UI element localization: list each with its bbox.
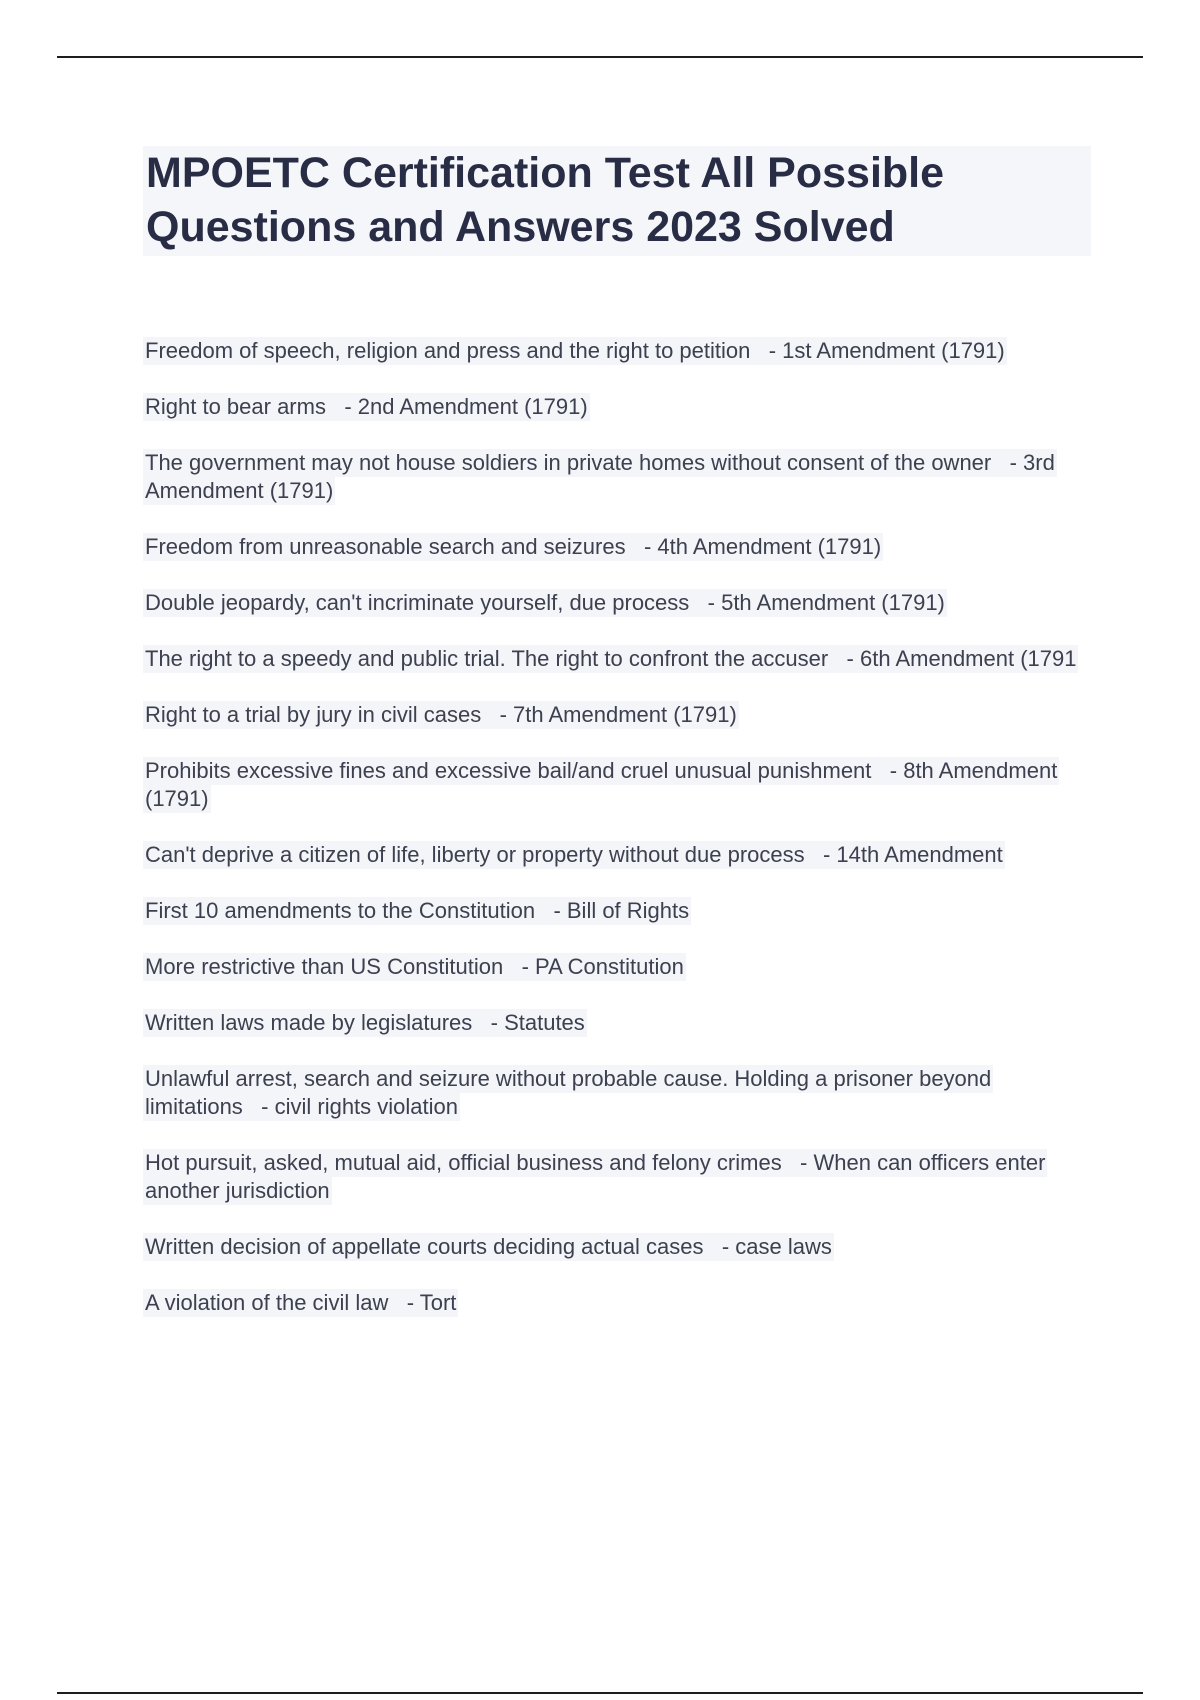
question-text: Freedom from unreasonable search and seizures — [145, 534, 626, 559]
qa-highlight — [143, 757, 1059, 813]
question-text: Can't deprive a citizen of life, liberty or property without due process — [145, 842, 805, 867]
answer-text: - When can officers enter another jurisdiction — [145, 1150, 1046, 1203]
qa-item — [143, 589, 1083, 617]
qa-highlight — [143, 897, 691, 925]
answer-text: - 5th Amendment (1791) — [707, 590, 945, 615]
answer-text: - civil rights violation — [261, 1094, 458, 1119]
question-text: Unlawful arrest, search and seizure without probable cause. Holding a prisoner beyond limitations — [145, 1066, 992, 1119]
question-text: Freedom of speech, religion and press and the right to petition — [145, 338, 751, 363]
question-text: First 10 amendments to the Constitution — [145, 898, 536, 923]
answer-text: - 7th Amendment (1791) — [499, 702, 737, 727]
question-text: Right to a trial by jury in civil cases — [145, 702, 482, 727]
qa-item — [143, 1065, 1083, 1121]
bottom-divider — [57, 1692, 1143, 1694]
answer-text: - Statutes — [490, 1010, 585, 1035]
qa-highlight — [143, 393, 590, 421]
answer-text: - 2nd Amendment (1791) — [344, 394, 588, 419]
answer-text: - 14th Amendment — [822, 842, 1003, 867]
qa-item — [143, 337, 1083, 365]
qa-highlight — [143, 701, 739, 729]
qa-item — [143, 533, 1083, 561]
qa-highlight — [143, 953, 686, 981]
title-block — [143, 146, 1091, 256]
qa-item — [143, 897, 1083, 925]
qa-item — [143, 841, 1083, 869]
qa-list — [143, 337, 1083, 1345]
answer-text: - 6th Amendment (1791 — [846, 646, 1077, 671]
qa-highlight — [143, 1289, 458, 1317]
qa-highlight — [143, 589, 947, 617]
question-text: Written laws made by legislatures — [145, 1010, 473, 1035]
answer-text: - 4th Amendment (1791) — [643, 534, 882, 559]
document-title: MPOETC Certification Test All Possible Questions and Answers 2023 Solved — [146, 149, 945, 251]
question-text: A violation of the civil law — [145, 1290, 389, 1315]
question-text: Double jeopardy, can't incriminate yourself, due process — [145, 590, 690, 615]
question-text: Hot pursuit, asked, mutual aid, official business and felony crimes — [145, 1150, 782, 1175]
qa-item — [143, 1009, 1083, 1037]
answer-text: - Tort — [406, 1290, 457, 1315]
question-text: Written decision of appellate courts deciding actual cases — [145, 1234, 704, 1259]
question-text: More restrictive than US Constitution — [145, 954, 504, 979]
qa-highlight — [143, 337, 1007, 365]
question-text: Right to bear arms — [145, 394, 326, 419]
qa-item — [143, 393, 1083, 421]
answer-text: - 8th Amendment (1791) — [145, 758, 1058, 811]
question-text: Prohibits excessive fines and excessive bail/and cruel unusual punishment — [145, 758, 872, 783]
question-text: The right to a speedy and public trial. The right to confront the accuser — [145, 646, 829, 671]
qa-item — [143, 449, 1083, 505]
qa-highlight — [143, 645, 1078, 673]
qa-highlight — [143, 1009, 587, 1037]
qa-item — [143, 1149, 1083, 1205]
qa-item — [143, 757, 1083, 813]
answer-text: - 1st Amendment (1791) — [768, 338, 1005, 363]
qa-highlight — [143, 1065, 993, 1121]
qa-highlight — [143, 841, 1005, 869]
qa-item — [143, 701, 1083, 729]
qa-item — [143, 1289, 1083, 1317]
top-divider — [57, 56, 1143, 58]
qa-highlight — [143, 449, 1057, 505]
qa-item — [143, 645, 1083, 673]
qa-highlight — [143, 1149, 1047, 1205]
answer-text: - case laws — [721, 1234, 832, 1259]
qa-highlight — [143, 1233, 834, 1261]
qa-item — [143, 953, 1083, 981]
answer-text: - Bill of Rights — [553, 898, 690, 923]
qa-highlight — [143, 533, 883, 561]
question-text: The government may not house soldiers in private homes without consent of the owner — [145, 450, 992, 475]
qa-item — [143, 1233, 1083, 1261]
answer-text: - 3rd Amendment (1791) — [145, 450, 1055, 503]
answer-text: - PA Constitution — [521, 954, 684, 979]
